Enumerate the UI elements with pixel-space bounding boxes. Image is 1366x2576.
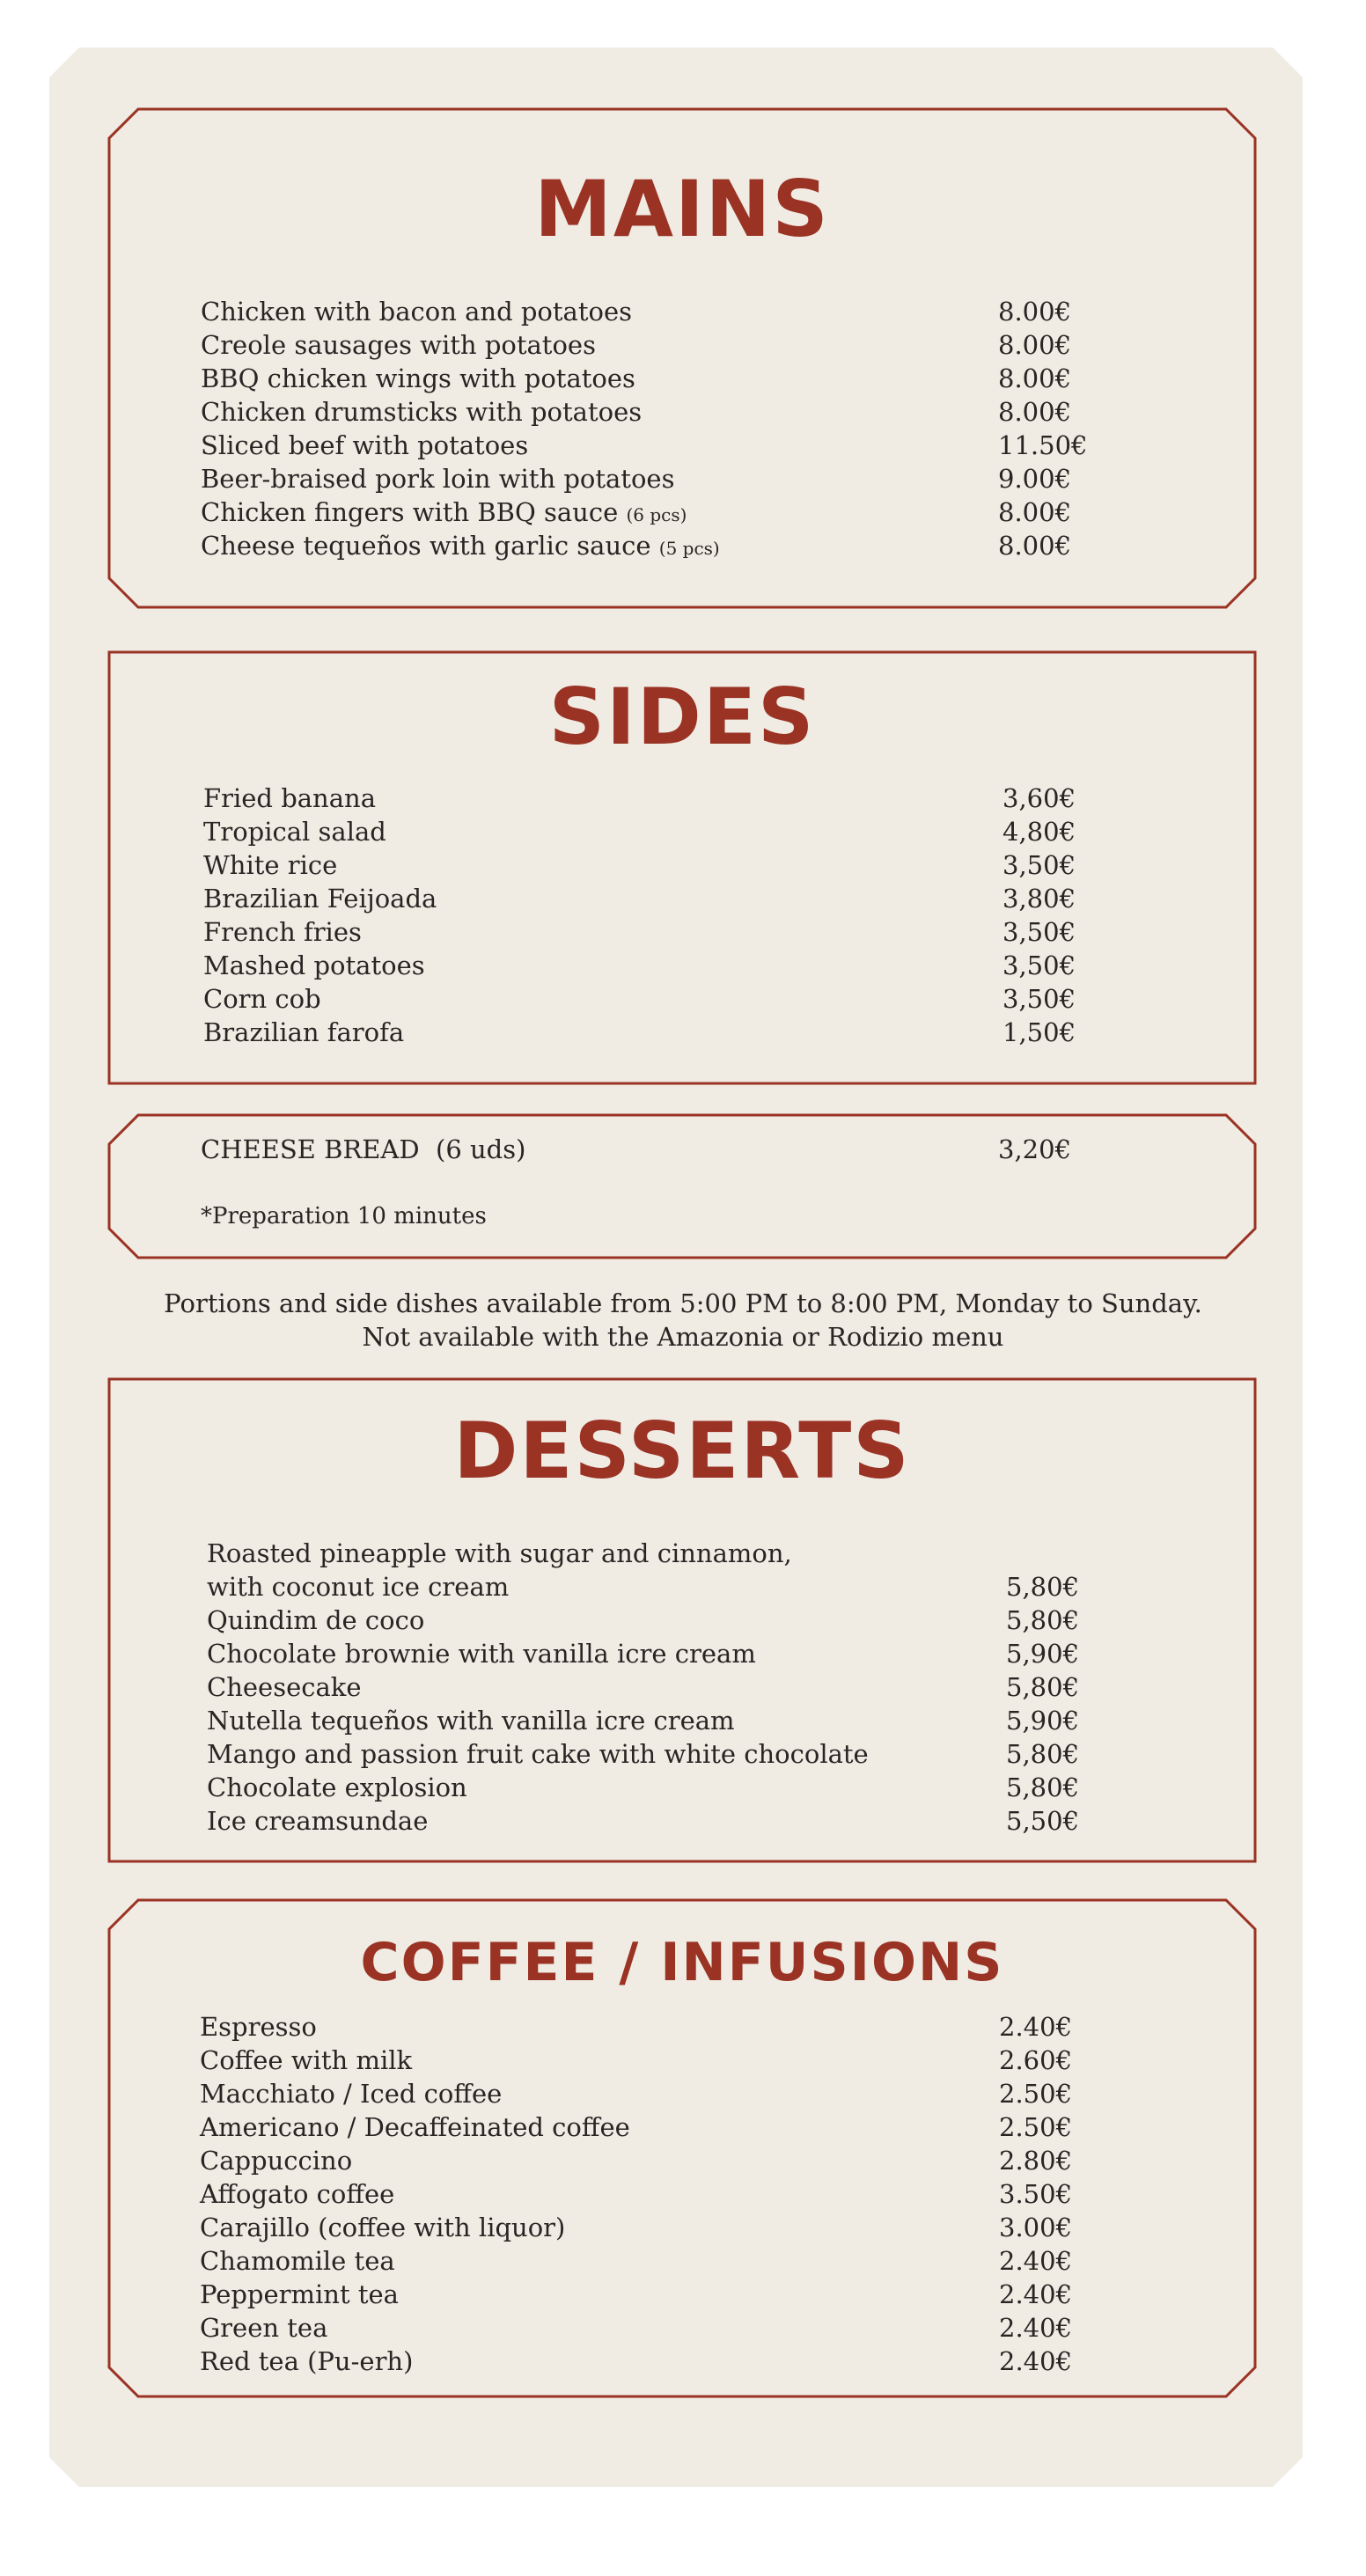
dessert-item [207,1704,1103,1737]
coffee-item [200,2077,1096,2110]
coffee-item-name [200,2010,317,2044]
dessert-item-name-text: with coconut ice cream [207,1572,510,1602]
dessert-item-name [207,1570,509,1604]
mains-item-price: 8.00€ [998,297,1072,327]
sides-item-name-text: Brazilian farofa [203,1017,405,1047]
coffee-item [200,2144,1096,2177]
dessert-item-name [207,1670,362,1704]
coffee-item [200,2278,1096,2311]
mains-item-name-text: Cheese tequeños with garlic sauce [201,531,651,561]
sides-item [203,949,1099,982]
coffee-item-price: 2.40€ [999,2279,1073,2309]
mains-item-price: 8.00€ [998,363,1072,393]
sides-item-name [203,915,362,949]
mains-list [201,295,1095,562]
coffee-item-price: 2.50€ [999,2079,1073,2109]
dessert-item-price: 5,90€ [1006,1639,1080,1669]
sides-list [203,782,1099,1049]
coffee-item-name [200,2278,399,2311]
cheese-bread-row-wrap [201,1133,1095,1166]
sides-item-name-text: French fries [203,917,362,947]
mains-item-price: 9.00€ [998,464,1072,494]
coffee-item-price: 2.80€ [999,2146,1073,2176]
dessert-item-price: 5,80€ [1006,1572,1080,1602]
mains-item-name [201,395,642,429]
desserts-list [207,1537,1103,1838]
dessert-item [207,1771,1103,1804]
coffee-item-name-text: Affogato coffee [200,2179,395,2209]
coffee-item-name-text: Chamomile tea [200,2246,395,2276]
sides-item-name-text: Brazilian Feijoada [203,884,437,914]
mains-item-name [201,328,596,362]
sides-item-price: 3,50€ [1002,917,1076,947]
dessert-item-price: 5,80€ [1006,1672,1080,1702]
mains-heading: MAINS [534,164,830,254]
sides-item-name [203,815,386,848]
sides-item [203,882,1099,915]
coffee-item-price: 2.40€ [999,2246,1073,2276]
sides-item-price: 3,50€ [1002,850,1076,880]
dessert-name: Roasted pineapple with sugar and cinnamon, [207,1538,792,1568]
dessert-item-name-text: Chocolate explosion [207,1772,467,1802]
mains-item [201,462,1095,495]
coffee-item-name-text: Espresso [200,2012,317,2042]
coffee-item-price: 3.50€ [999,2179,1073,2209]
sides-item-name-text: Corn cob [203,984,321,1014]
sides-item-price: 3,50€ [1002,950,1076,980]
mains-item-name [201,295,632,328]
sides-item-name [203,882,437,915]
sides-item-price: 4,80€ [1002,817,1076,847]
coffee-item-price: 2.50€ [999,2112,1073,2142]
dessert-item-name-text: Nutella tequeños with vanilla icre cream [207,1706,735,1736]
coffee-item-price: 2.40€ [999,2012,1073,2042]
mains-section [108,108,1256,608]
coffee-item-price: 2.60€ [999,2045,1073,2075]
mains-item-name [201,462,674,495]
sides-heading: SIDES [548,672,816,762]
sides-item-name-text: Fried banana [203,783,376,813]
dessert-item [207,1804,1103,1838]
mains-item [201,429,1095,462]
cheese-bread-section [108,1114,1256,1259]
coffee-item [200,2110,1096,2144]
coffee-item [200,2044,1096,2077]
sides-section [108,651,1256,1084]
mains-item-portion-note: (6 pcs) [626,504,687,525]
mains-item [201,362,1095,395]
coffee-item-name-text: Coffee with milk [200,2045,413,2075]
sides-item [203,848,1099,882]
sides-item-name [203,1016,404,1049]
coffee-item [200,2211,1096,2244]
mains-item [201,295,1095,328]
coffee-heading: COFFEE / INFUSIONS [360,1932,1004,1993]
mains-item-name-text: Chicken with bacon and potatoes [201,297,632,327]
coffee-item [200,2177,1096,2211]
sides-item-name [203,782,376,815]
coffee-item-name-text: Macchiato / Iced coffee [200,2079,503,2109]
dessert-item-name [207,1804,428,1838]
sides-item-name [203,982,321,1016]
coffee-item-price: 2.40€ [999,2346,1073,2376]
dessert-item-name [207,1704,735,1737]
mains-item-name-text: Creole sausages with potatoes [201,330,596,360]
sides-item-name-text: Tropical salad [203,817,386,847]
coffee-item-name-text: Peppermint tea [200,2279,399,2309]
cheese-bread-price: 3,20€ [998,1134,1072,1164]
coffee-item-name [200,2044,412,2077]
coffee-item-name-text: Americano / Decaffeinated coffee [200,2112,630,2142]
desserts-rows [207,1570,1103,1838]
dessert-first-line [207,1537,1103,1570]
mains-item [201,529,1095,562]
dessert-item-name [207,1637,756,1670]
desserts-heading: DESSERTS [453,1405,911,1496]
dessert-item-price: 5,80€ [1006,1739,1080,1769]
sides-item-price: 3,50€ [1002,984,1076,1014]
coffee-item-name [200,2110,630,2144]
availability-line-1: Portions and side dishes available from 5:00 PM to 8:00 PM, Monday to Sunday. [164,1288,1202,1318]
coffee-item-name-text: Carajillo (coffee with liquor) [200,2213,566,2242]
cheese-bread-row [201,1133,1095,1166]
mains-item-price: 8.00€ [998,497,1072,527]
coffee-item-name [200,2144,352,2177]
mains-item-name [201,495,687,529]
coffee-item-name [200,2244,395,2278]
dessert-item-name-text: Ice creamsundae [207,1806,429,1836]
mains-item-price: 8.00€ [998,397,1072,427]
coffee-list [200,2010,1096,2378]
coffee-item-name [200,2311,327,2345]
mains-item [201,395,1095,429]
sides-item [203,982,1099,1016]
sides-item-name [203,949,425,982]
mains-item-portion-note: (5 pcs) [658,538,720,559]
coffee-item-price: 2.40€ [999,2313,1073,2343]
dessert-item-price: 5,50€ [1006,1806,1080,1836]
mains-item-name-text: Sliced beef with potatoes [201,430,529,460]
mains-item [201,495,1095,529]
preparation-note: *Preparation 10 minutes [201,1203,487,1229]
sides-item [203,815,1099,848]
sides-item-price: 3,80€ [1002,884,1076,914]
dessert-item-price: 5,90€ [1006,1706,1080,1736]
coffee-item [200,2311,1096,2345]
dessert-item-name-text: Chocolate brownie with vanilla icre cream [207,1639,756,1669]
mains-item-name-text: BBQ chicken wings with potatoes [201,363,635,393]
dessert-item-price: 5,80€ [1006,1605,1080,1635]
mains-item-name-text: Beer-braised pork loin with potatoes [201,464,675,494]
mains-item-price: 8.00€ [998,531,1072,561]
dessert-item-name-text: Quindim de coco [207,1605,425,1635]
coffee-item [200,2345,1096,2378]
dessert-item-name-text: Cheesecake [207,1672,362,1702]
dessert-item [207,1637,1103,1670]
dessert-item-name [207,1771,467,1804]
mains-item-name [201,529,720,562]
coffee-item-name [200,2077,502,2110]
coffee-item [200,2010,1096,2044]
dessert-item [207,1737,1103,1771]
coffee-item [200,2244,1096,2278]
coffee-item-name-text: Green tea [200,2313,328,2343]
mains-item-name [201,429,528,462]
dessert-item [207,1570,1103,1604]
sides-item-name-text: White rice [203,850,338,880]
coffee-item-name [200,2177,394,2211]
mains-item-name-text: Chicken drumsticks with potatoes [201,397,643,427]
sides-item-name [203,848,337,882]
dessert-item [207,1670,1103,1704]
sides-item [203,782,1099,815]
sides-item [203,1016,1099,1049]
dessert-item-price: 5,80€ [1006,1772,1080,1802]
coffee-item-name-text: Red tea (Pu-erh) [200,2346,414,2376]
dessert-item-name [207,1604,424,1637]
cheese-bread-name: CHEESE BREAD (6 uds) [201,1134,526,1164]
sides-item-price: 3,60€ [1002,783,1076,813]
mains-item-price: 8.00€ [998,330,1072,360]
sides-item-price: 1,50€ [1002,1017,1076,1047]
coffee-section [108,1899,1256,2397]
sides-item [203,915,1099,949]
dessert-item-name-text: Mango and passion fruit cake with white chocolate [207,1739,869,1769]
coffee-item-price: 3.00€ [999,2213,1073,2242]
desserts-section [108,1378,1256,1862]
mains-item [201,328,1095,362]
sides-item-name-text: Mashed potatoes [203,950,425,980]
mains-item-name [201,362,635,395]
coffee-item-name [200,2211,565,2244]
availability-line-2: Not available with the Amazonia or Rodizio menu [362,1322,1004,1352]
dessert-item [207,1604,1103,1637]
coffee-item-name [200,2345,413,2378]
mains-item-price: 11.50€ [998,430,1088,460]
dessert-item-name [207,1737,869,1771]
mains-item-name-text: Chicken fingers with BBQ sauce [201,497,619,527]
coffee-item-name-text: Cappuccino [200,2146,353,2176]
